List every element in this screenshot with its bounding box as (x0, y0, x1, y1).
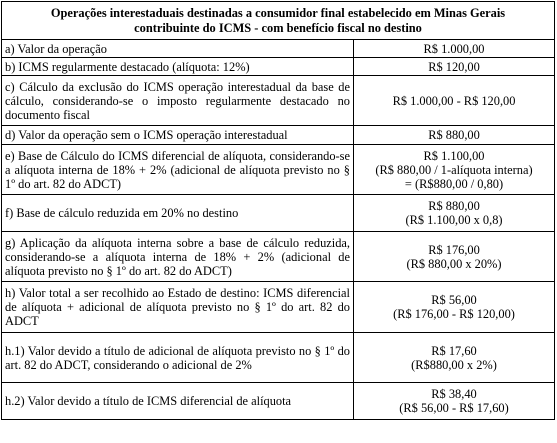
table-row (2, 76, 555, 126)
row-description: h.2) Valor devido a título de ICMS diferencial de alíquota (2, 383, 354, 420)
row-description: e) Base de Cálculo do ICMS diferencial de alíquota, considerando-se a alíquota interna de 18% + 2% (adicional de alíquota previsto no § 1º do art. 82 do ADCT) (2, 145, 354, 195)
row-description: g) Aplicação da alíquota interna sobre a base de cálculo reduzida, considerando-se a alíquota interna de 18% + 2% (adicional de alíquota previsto no § 1º do art. 82 do ADCT) (2, 232, 354, 282)
row-value-line: R$ 880,00 (428, 199, 480, 213)
row-value-line: R$ 1.000,00 - R$ 120,00 (392, 93, 516, 108)
row-value-line: R$ 1.100,00 (423, 148, 485, 163)
table-row (2, 383, 555, 420)
row-value (354, 76, 555, 126)
row-value-line: R$ 1.000,00 (423, 41, 485, 56)
row-value-formula: (R$ 1.100,00 x 0,8) (405, 213, 503, 227)
row-value (354, 232, 555, 282)
table-row (2, 58, 555, 76)
row-value-line: R$ 120,00 (428, 59, 480, 74)
row-description: f) Base de cálculo reduzida em 20% no destino (2, 195, 354, 232)
table-title-line-1: Operações interestaduais destinadas a consumidor final estabelecido em Minas Gerais (50, 5, 506, 20)
row-value (354, 58, 555, 76)
table-title-row (2, 2, 555, 40)
table-row (2, 232, 555, 282)
row-value-formula: (R$ 56,00 - R$ 17,60) (399, 401, 509, 415)
icms-calculation-table (1, 1, 555, 420)
row-value-line: R$ 880,00 (428, 128, 480, 142)
table-row (2, 126, 555, 145)
row-value-formula: = (R$880,00 / 0,80) (404, 176, 504, 191)
table-title-line-2: contribuinte do ICMS - com benefício fiscal no destino (134, 20, 422, 35)
row-description: h) Valor total a ser recolhido ao Estado de destino: ICMS diferencial de alíquota + adicional de alíquota previsto no § 1º do art. 82 do ADCT (2, 282, 354, 333)
row-value-formula: (R$ 880,00 / 1-alíquota interna) (375, 162, 533, 177)
table-row (2, 40, 555, 58)
table-row (2, 282, 555, 333)
row-value-formula: (R$880,00 x 2%) (411, 357, 497, 372)
row-value (354, 195, 555, 232)
row-value-line: R$ 17,60 (431, 343, 477, 358)
row-description: h.1) Valor devido a título de adicional de alíquota previsto no § 1º do art. 82 do ADCT, considerando o adicional de 2% (2, 333, 354, 383)
table-row (2, 195, 555, 232)
row-value (354, 282, 555, 333)
row-value (354, 40, 555, 58)
table-row (2, 333, 555, 383)
row-value (354, 145, 555, 195)
row-value-line: R$ 176,00 (428, 242, 480, 257)
row-value (354, 383, 555, 420)
row-value (354, 333, 555, 383)
row-description: c) Cálculo da exclusão do ICMS operação interestadual da base de cálculo, considerando-se o imposto regularmente destacado no documento fiscal (2, 76, 354, 126)
table-row (2, 145, 555, 195)
table-title (2, 2, 555, 40)
row-value-formula: (R$ 880,00 x 20%) (406, 256, 502, 271)
row-value-formula: (R$ 176,00 - R$ 120,00) (393, 307, 515, 321)
row-value (354, 126, 555, 145)
row-description: d) Valor da operação sem o ICMS operação interestadual (2, 126, 354, 145)
row-description: a) Valor da operação (2, 40, 354, 58)
row-value-line: R$ 56,00 (431, 293, 477, 307)
row-value-line: R$ 38,40 (431, 387, 477, 401)
row-description: b) ICMS regularmente destacado (alíquota: 12%) (2, 58, 354, 76)
